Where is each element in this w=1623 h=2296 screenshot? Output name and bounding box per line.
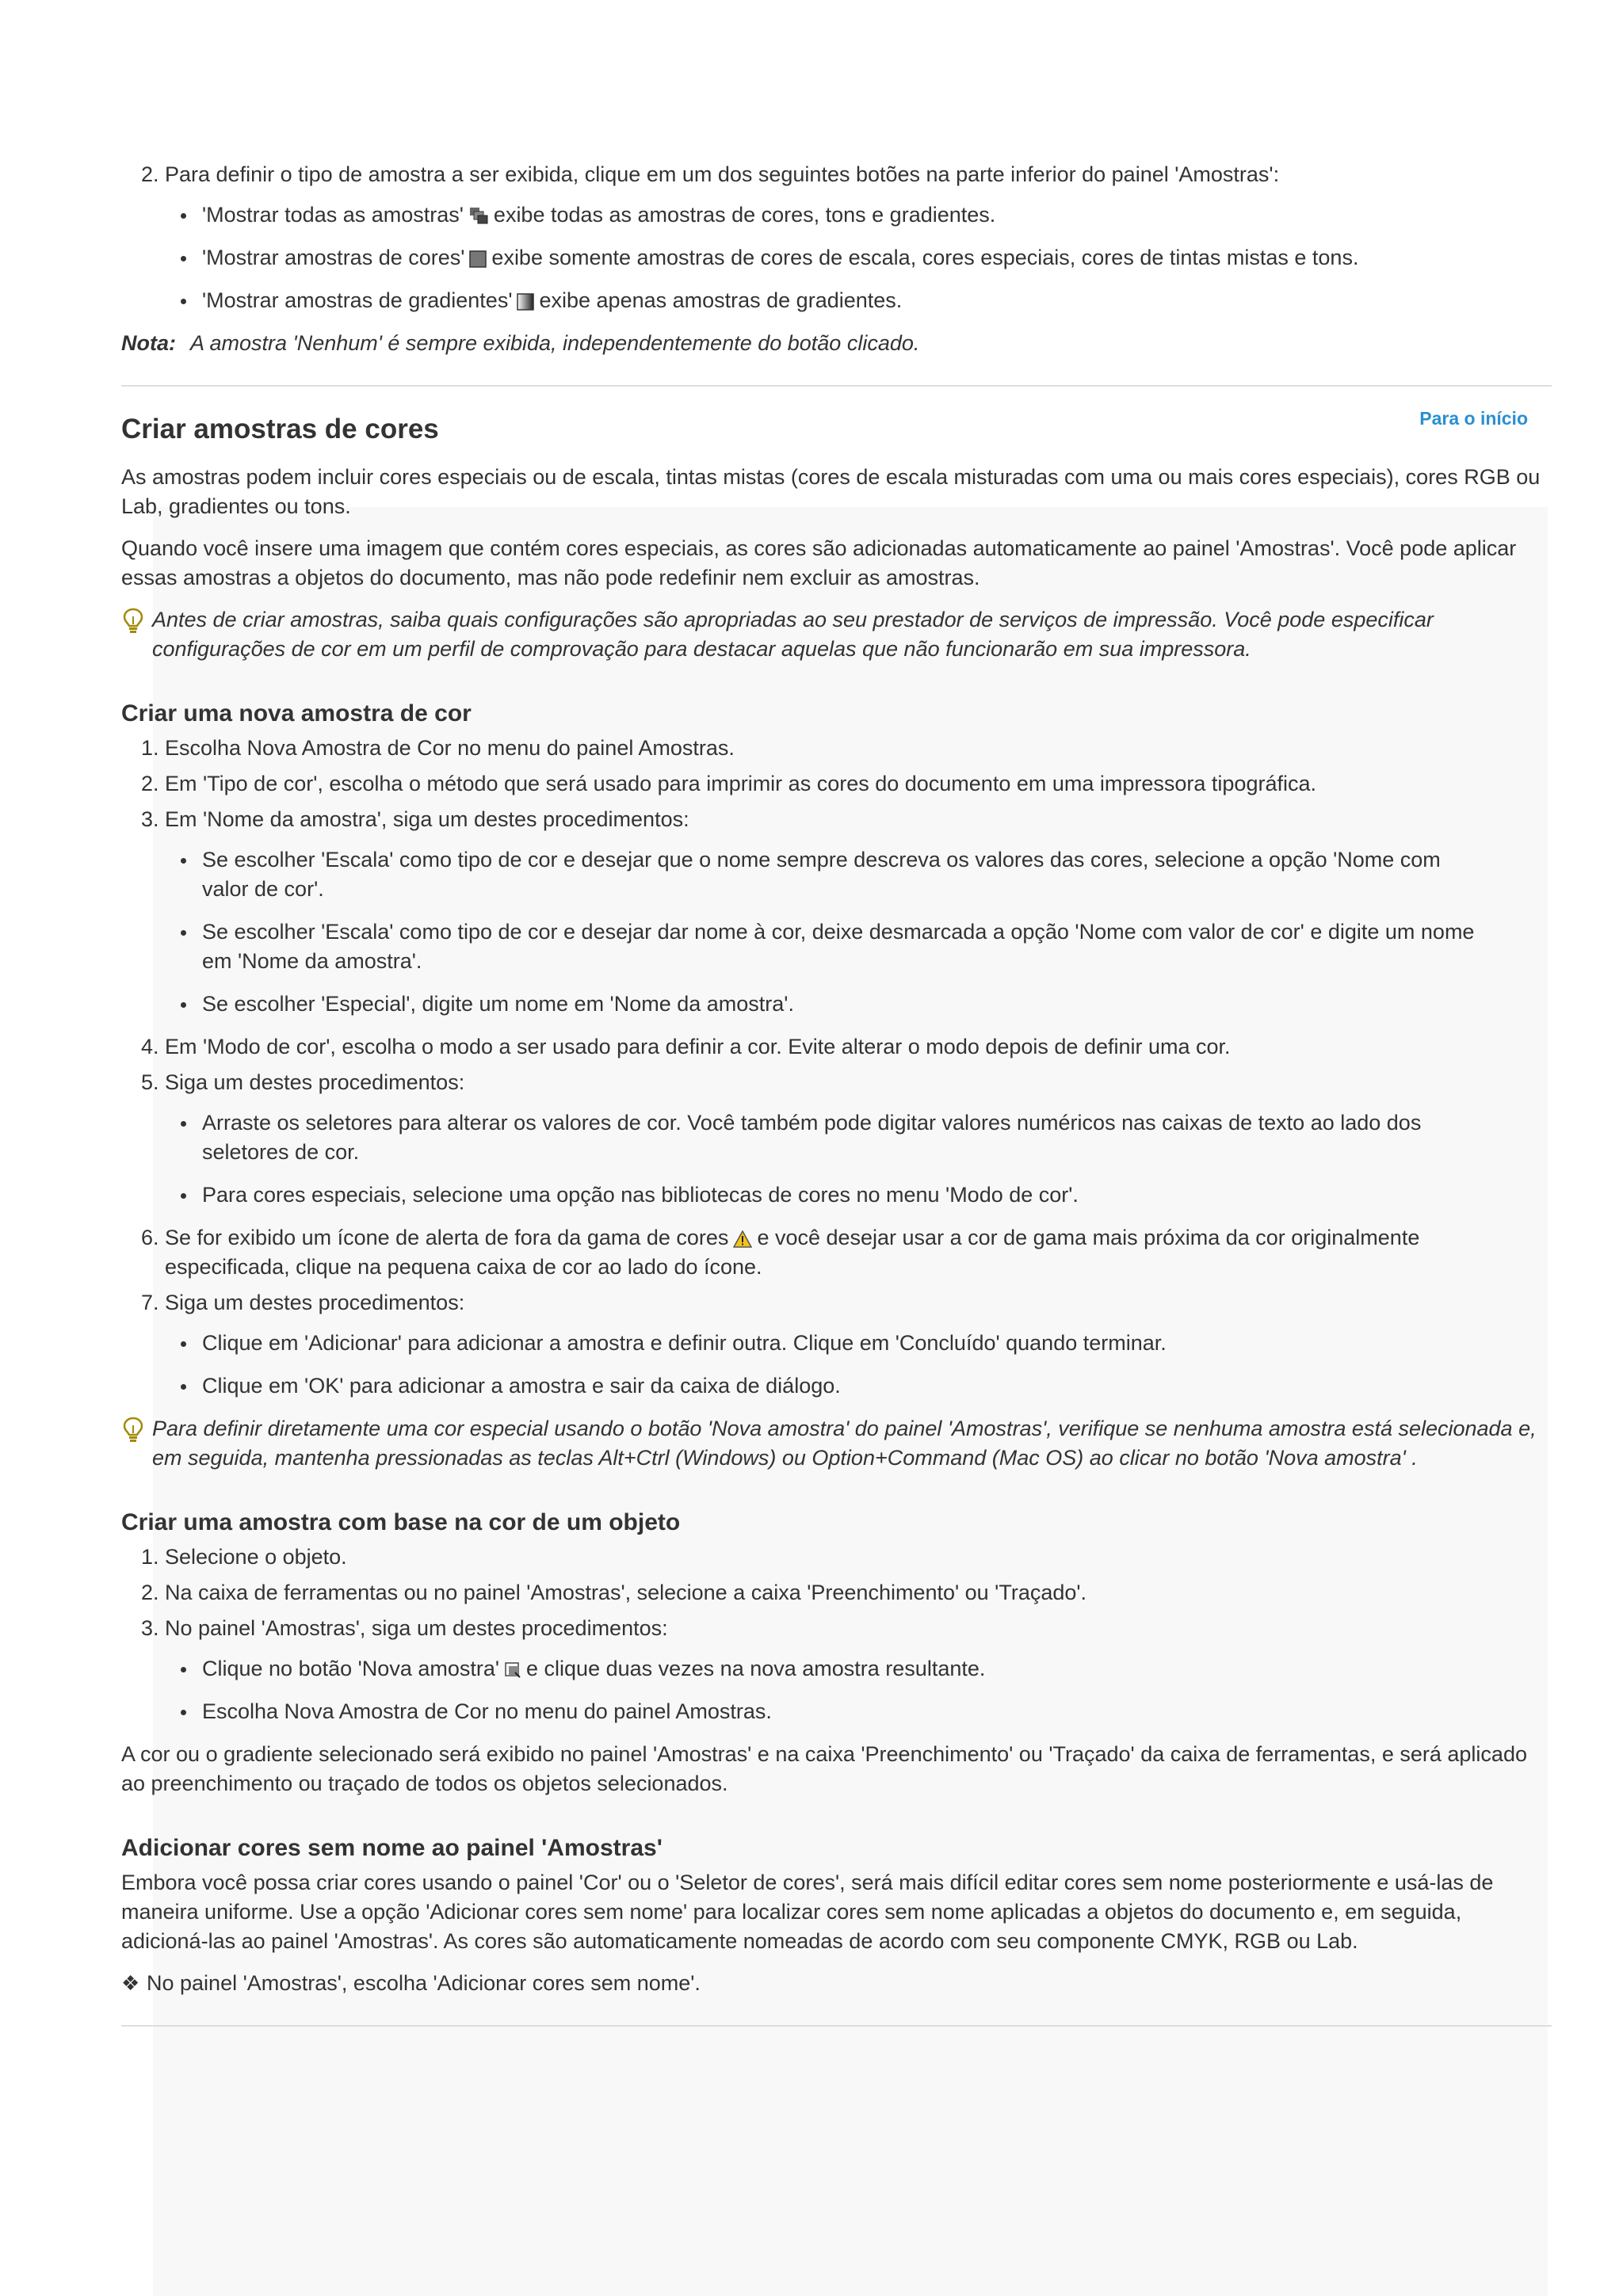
list-item: Se escolher 'Escala' como tipo de cor e desejar dar nome à cor, deixe desmarcada a opção 'Nome com valor de cor' e digite um nome em 'Nome da amostra'. — [165, 917, 1478, 976]
lightbulb-icon — [121, 607, 145, 635]
show-all-swatches-icon — [468, 206, 489, 225]
list-item: 'Mostrar amostras de cores' exibe somente amostras de cores de escala, cores especiais, cores de tintas mistas e tons. — [165, 243, 1478, 273]
list-item: Arraste os seletores para alterar os valores de cor. Você também pode digitar valores numéricos nas caixas de texto ao lado dos seletores de cor. — [165, 1108, 1478, 1167]
subsection-title-new-swatch: Criar uma nova amostra de cor — [121, 700, 472, 727]
note: Nota: A amostra 'Nenhum' é sempre exibida, independentemente do botão clicado. — [121, 331, 920, 355]
step5-options — [165, 1108, 1552, 1210]
list-item: 6. Se for exibido um ícone de alerta de fora da gama de cores e você desejar usar a cor de gama mais próxima da cor originalmente especificada, clique na pequena caixa de cor ao lado do ícone. — [165, 1223, 1441, 1282]
list-item: 1. Selecione o objeto. — [165, 1543, 1552, 1572]
show-color-swatches-icon — [469, 250, 487, 268]
list-item: Clique em 'Adicionar' para adicionar a amostra e definir outra. Clique em 'Concluído' quando terminar. — [165, 1329, 1478, 1358]
step3-options — [165, 845, 1552, 1019]
list-item: 5. Siga um destes procedimentos: Arraste os seletores para alterar os valores de cor. Você também pode digitar valores numéricos nas caixas de texto ao lado dos seletores de cor. Para cores especiais, selecione uma opção nas bibliotecas de cores no menu 'Modo de cor'. — [165, 1068, 1552, 1210]
from-object-result: A cor ou o gradiente selecionado será exibido no painel 'Amostras' e na caixa 'Preenchimento' ou 'Traçado' da caixa de ferramentas, e será aplicado ao preenchimento ou traçado de todos os objetos selecionados. — [121, 1742, 1527, 1795]
list-item: Clique no botão 'Nova amostra' e clique duas vezes na nova amostra resultante. — [165, 1654, 1478, 1684]
list-item: 3. No painel 'Amostras', siga um destes procedimentos: Clique no botão 'Nova amostra' e clique duas vezes na nova amostra resultante. Escolha Nova Amostra de Cor no menu do painel Amostras. — [165, 1614, 1552, 1726]
list-item: 'Mostrar todas as amostras' exibe todas as amostras de cores, tons e gradientes. — [165, 200, 1478, 230]
section-header — [121, 404, 1552, 447]
section-title: Criar amostras de cores — [121, 414, 439, 444]
list-item: 7. Siga um destes procedimentos: Clique em 'Adicionar' para adicionar a amostra e definir outra. Clique em 'Concluído' quando terminar. Clique em 'OK' para adicionar a amostra e sair da caixa de diálogo. — [165, 1288, 1552, 1401]
subsection-title-unnamed: Adicionar cores sem nome ao painel 'Amostras' — [121, 1835, 663, 1861]
single-step: ❖ No painel 'Amostras', escolha 'Adicionar cores sem nome'. — [121, 1969, 1552, 1998]
show-types-list — [165, 200, 1552, 315]
from-object-steps — [121, 1543, 1552, 1726]
tip: Para definir diretamente uma cor especial usando o botão 'Nova amostra' do painel 'Amostras', verifique se nenhuma amostra está selecionada e, em seguida, mantenha pressionadas as teclas Alt+Ctrl (Windows) ou Option+Command (Mac OS) ao clicar no botão 'Nova amostra' . — [121, 1414, 1552, 1473]
divider — [121, 2025, 1552, 2027]
list-item: Escolha Nova Amostra de Cor no menu do painel Amostras. — [165, 1697, 1478, 1726]
new-swatch-steps — [121, 734, 1552, 1401]
list-item: 'Mostrar amostras de gradientes' exibe apenas amostras de gradientes. — [165, 286, 1478, 315]
list-item: Se escolher 'Especial', digite um nome em 'Nome da amostra'. — [165, 990, 1478, 1019]
content — [121, 160, 1552, 2044]
list-item: Para cores especiais, selecione uma opção nas bibliotecas de cores no menu 'Modo de cor'. — [165, 1180, 1478, 1210]
new-swatch-icon — [504, 1661, 521, 1679]
show-gradient-swatches-icon — [517, 293, 534, 311]
list-item: Se escolher 'Escala' como tipo de cor e desejar que o nome sempre descreva os valores das cores, selecione a opção 'Nome com valor de cor'. — [165, 845, 1478, 904]
list-item: 2. Na caixa de ferramentas ou no painel 'Amostras', selecione a caixa 'Preenchimento' ou 'Traçado'. — [165, 1578, 1552, 1608]
steps-continued — [121, 160, 1552, 315]
list-item: 2. Em 'Tipo de cor', escolha o método que será usado para imprimir as cores do documento em uma impressora tipográfica. — [165, 769, 1552, 799]
divider — [121, 385, 1552, 387]
unnamed-text: Embora você possa criar cores usando o painel 'Cor' ou o 'Seletor de cores', será mais difícil editar cores sem nome posteriormente e usá-las de maneira uniforme. Use a opção 'Adicionar cores sem nome' para localizar cores sem nome aplicadas a objetos do documento e, em seguida, adicioná-las ao painel 'Amostras'. As cores são automaticamente nomeadas de acordo com seu componente CMYK, RGB ou Lab. — [121, 1871, 1494, 1953]
list-item: Clique em 'OK' para adicionar a amostra e sair da caixa de diálogo. — [165, 1371, 1478, 1401]
step-bullet-icon: ❖ — [121, 1971, 140, 1995]
subsection-title-from-object: Criar uma amostra com base na cor de um objeto — [121, 1509, 681, 1535]
list-item: 4. Em 'Modo de cor', escolha o modo a ser usado para definir a cor. Evite alterar o modo depois de definir uma cor. — [165, 1032, 1552, 1062]
back-to-top-link[interactable]: Para o início — [1419, 408, 1528, 429]
list-item: 1. Escolha Nova Amostra de Cor no menu do painel Amostras. — [165, 734, 1552, 763]
list-item: 3. Em 'Nome da amostra', siga um destes procedimentos: Se escolher 'Escala' como tipo de cor e desejar que o nome sempre descreva os valores das cores, selecione a opção 'Nome com valor de cor'. Se escolher 'Escala' como tipo de cor e desejar dar nome à cor, deixe desmarcada a opção 'Nome com valor de cor' e digite um nome em 'Nome da amostra'. Se escolher 'Especial', digite um nome em 'Nome da amostra'. — [165, 805, 1552, 1019]
warning-icon — [733, 1230, 752, 1248]
tip: Antes de criar amostras, saiba quais configurações são apropriadas ao seu prestador de serviços de impressão. Você pode especificar configurações de cor em um perfil de comprovação para destacar aquelas que não funcionarão em sua impressora. — [121, 605, 1552, 664]
from-object-options — [165, 1654, 1552, 1726]
step7-options — [165, 1329, 1552, 1401]
list-item: 2. Para definir o tipo de amostra a ser exibida, clique em um dos seguintes botões na parte inferior do painel 'Amostras': 'Mostrar todas as amostras' exibe todas as amostras de cores, tons e gradientes. 'Mostrar amostras de cores' exibe somente amostras de cores de escala, cores especiais, cores de tintas mistas e tons. 'Mostrar amostras de gradientes' exibe apenas amostras de gradientes. — [165, 160, 1552, 315]
lightbulb-icon — [121, 1416, 145, 1444]
section-intro-1: As amostras podem incluir cores especiais ou de escala, tintas mistas (cores de escala misturadas com uma ou mais cores especiais), cores RGB ou Lab, gradientes ou tons. — [121, 465, 1541, 518]
section-intro-2: Quando você insere uma imagem que contém cores especiais, as cores são adicionadas automaticamente ao painel 'Amostras'. Você pode aplicar essas amostras a objetos do documento, mas não pode redefinir nem excluir as amostras. — [121, 536, 1517, 589]
